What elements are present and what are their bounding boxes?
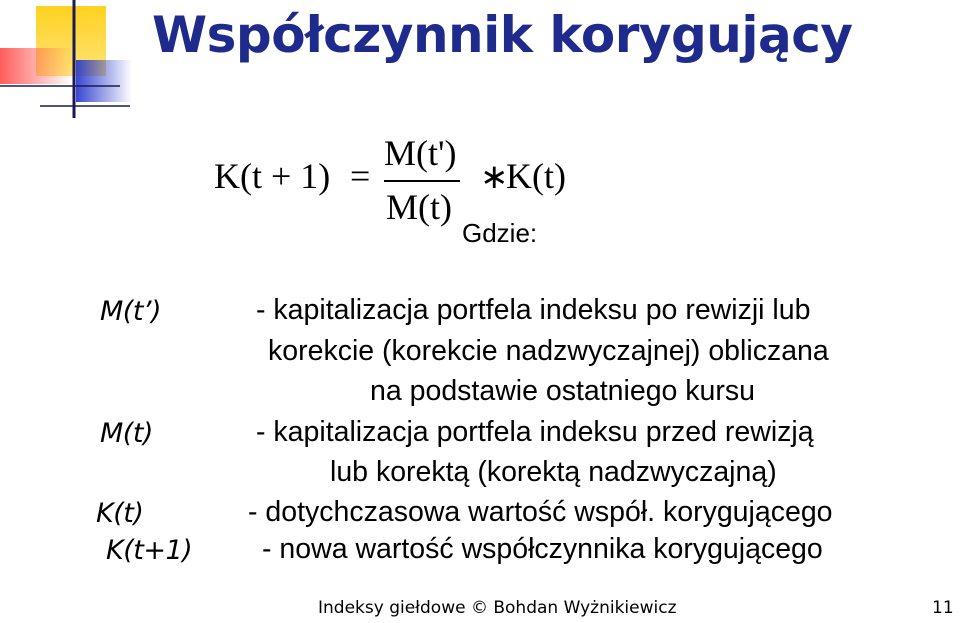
page-number: 11 [932,598,954,618]
footer-text: Indeksy giełdowe © Bohdan Wyżnikiewicz [318,598,677,618]
definition-line: - dotychczasowa wartość współ. korygującego [248,496,833,528]
definition-line: - nowa wartość współczynnika korygującego [262,533,823,565]
formula-rhs: K(t) [506,156,566,196]
term-m-t: M(t) [100,418,153,449]
formula-denominator: M(t) [386,187,452,227]
definition-line: - kapitalizacja portfela indeksu przed rewizją [256,416,814,448]
slide-title: Współczynnik korygujący [152,6,853,64]
definition-line: - kapitalizacja portfela indeksu po rewizji lub [256,294,811,326]
term-m-t-prime: M(t’) [100,296,162,327]
formula-numerator: M(t') [384,133,457,173]
definition-line: lub korektą (korektą nadzwyczajną) [330,456,777,488]
formula-equals: = [350,156,371,196]
fraction-bar [384,180,460,182]
definition-line: na podstawie ostatniego kursu [370,375,756,407]
term-k-t-plus-1: K(t+1) [106,535,193,566]
formula-times: ∗ [480,159,509,196]
term-k-t: K(t) [96,498,144,529]
where-label: Gdzie: [462,218,538,248]
slide-logo-icon [0,0,150,120]
formula-lhs: K(t + 1) [214,156,331,196]
definition-line: korekcie (korekcie nadzwyczajnej) obliczana [268,335,829,367]
